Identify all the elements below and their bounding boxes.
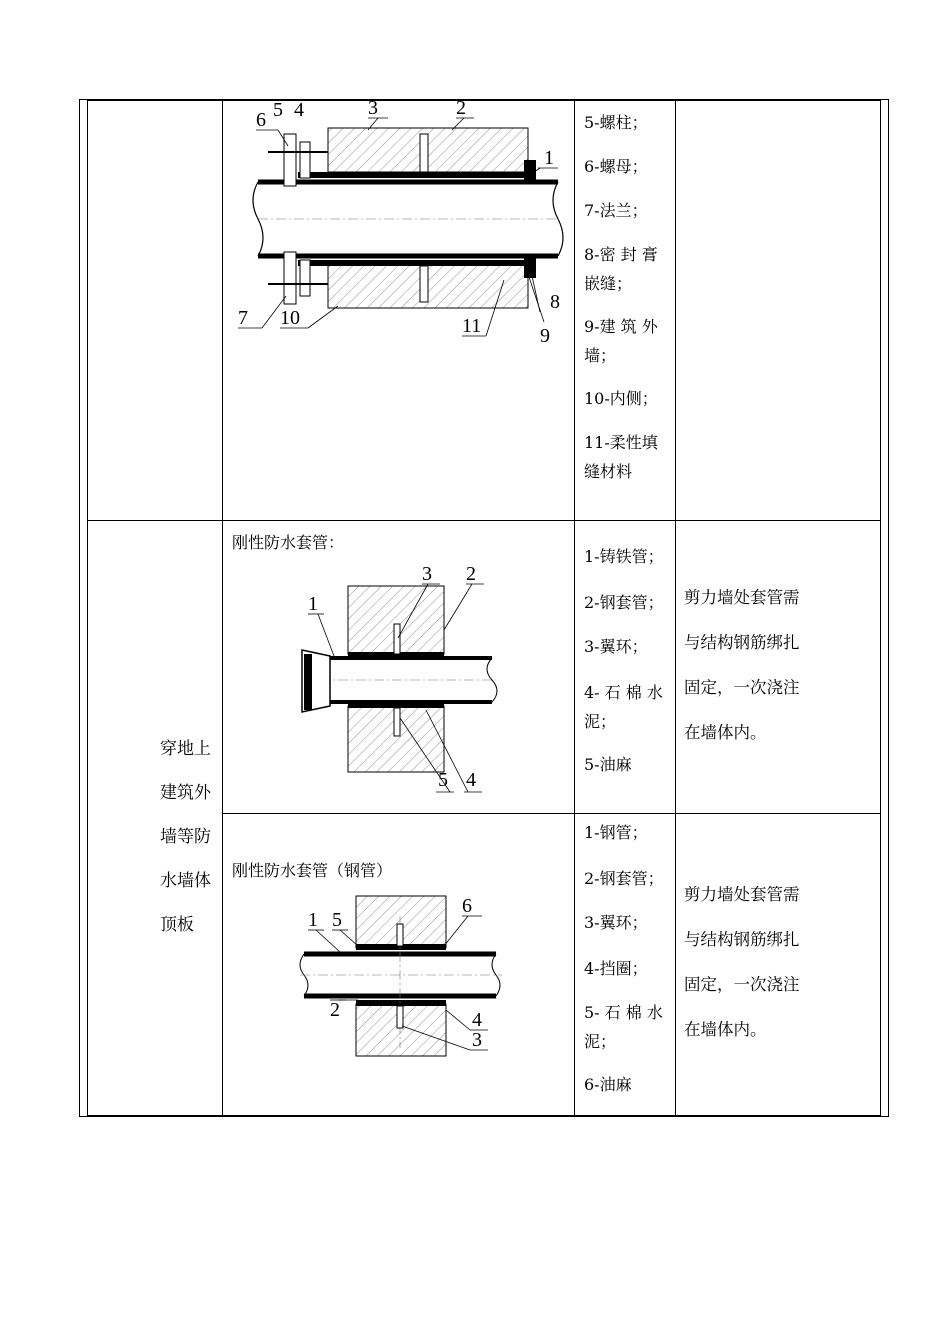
table-border-bottom <box>87 1115 881 1116</box>
callout-1: 1 <box>308 593 318 615</box>
callout-3: 3 <box>472 1029 482 1051</box>
note-line: 在墙体内。 <box>684 723 767 742</box>
callout-4: 4 <box>466 769 476 791</box>
callout-2: 2 <box>456 97 466 119</box>
legend-item: 6-螺母； <box>584 157 648 176</box>
callout-2: 2 <box>466 563 476 585</box>
callout-11: 11 <box>462 315 482 337</box>
legend-item: 6-油麻 <box>584 1075 632 1094</box>
legend-item: 10-内侧； <box>584 389 658 408</box>
legend-item: 4- 石 棉 水 <box>584 683 663 702</box>
legend-item: 缝材料 <box>584 462 633 481</box>
table-border-right <box>880 100 881 1116</box>
legend-item: 8-密 封 膏 <box>584 245 658 264</box>
legend-item: 11-柔性填 <box>584 433 658 452</box>
note-line: 固定，一次浇注 <box>684 678 800 697</box>
label-line: 建筑外 <box>160 783 211 803</box>
callout-4: 4 <box>294 99 304 121</box>
label-line: 穿地上 <box>160 739 211 759</box>
row3-legend <box>584 811 672 1107</box>
row3-note <box>684 872 874 1052</box>
row2-caption: 刚性防水套管： <box>232 533 345 552</box>
legend-item: 5-螺柱； <box>584 113 648 132</box>
legend-item: 1-钢管； <box>584 823 648 842</box>
callout-7: 7 <box>238 307 248 329</box>
label-line: 墙等防 <box>160 827 211 847</box>
callout-6: 6 <box>256 109 266 131</box>
note-line: 与结构钢筋绑扎 <box>684 930 800 949</box>
callout-3: 3 <box>368 97 378 119</box>
note-line: 剪力墙处套管需 <box>684 885 800 904</box>
callout-5: 5 <box>273 99 283 121</box>
row2-note <box>684 575 874 755</box>
legend-item: 7-法兰； <box>584 201 648 220</box>
row2-legend <box>584 535 672 787</box>
legend-item: 9-建 筑 外 <box>584 317 658 336</box>
callout-10: 10 <box>280 307 300 329</box>
table-col-divider-1 <box>222 100 223 1116</box>
callout-6: 6 <box>462 895 472 917</box>
note-line: 固定，一次浇注 <box>684 975 800 994</box>
callout-9: 9 <box>540 325 550 347</box>
legend-item: 嵌缝； <box>584 274 633 293</box>
table-col-divider-2 <box>574 100 575 1116</box>
table-col-divider-3 <box>675 100 676 1116</box>
legend-item: 4-挡圈； <box>584 959 648 978</box>
callout-1: 1 <box>544 147 554 169</box>
callout-8: 8 <box>550 291 560 313</box>
legend-item: 5-油麻 <box>584 755 632 774</box>
callout-1: 1 <box>308 909 318 931</box>
legend-item: 2-钢套管； <box>584 869 664 888</box>
rigid-sleeve-steel-drawing <box>296 888 556 1068</box>
label-line: 顶板 <box>160 915 194 935</box>
legend-item: 1-铸铁管； <box>584 547 664 566</box>
callout-2: 2 <box>330 999 340 1021</box>
table-row-divider-2 <box>222 813 881 814</box>
table-border-left <box>87 100 88 1116</box>
legend-item: 墙； <box>584 346 617 365</box>
callout-5: 5 <box>438 769 448 791</box>
callout-5: 5 <box>332 909 342 931</box>
table-row-divider-1 <box>87 520 881 521</box>
note-line: 与结构钢筋绑扎 <box>684 633 800 652</box>
row-header-label <box>160 727 220 947</box>
note-line: 剪力墙处套管需 <box>684 588 800 607</box>
callout-3: 3 <box>422 563 432 585</box>
legend-item: 5- 石 棉 水 <box>584 1003 663 1022</box>
note-line: 在墙体内。 <box>684 1020 767 1039</box>
flexible-sleeve-drawing <box>228 96 568 356</box>
row1-legend <box>584 101 672 487</box>
rigid-sleeve-cast-iron-drawing <box>296 558 556 798</box>
legend-item: 2-钢套管； <box>584 593 664 612</box>
callout-4: 4 <box>472 1009 482 1031</box>
legend-item: 3-翼环； <box>584 913 648 932</box>
legend-item: 泥； <box>584 1032 617 1051</box>
label-line: 水墙体 <box>160 871 211 891</box>
legend-item: 3-翼环； <box>584 637 648 656</box>
row3-caption: 刚性防水套管（钢管） <box>232 861 393 880</box>
legend-item: 泥； <box>584 712 617 731</box>
